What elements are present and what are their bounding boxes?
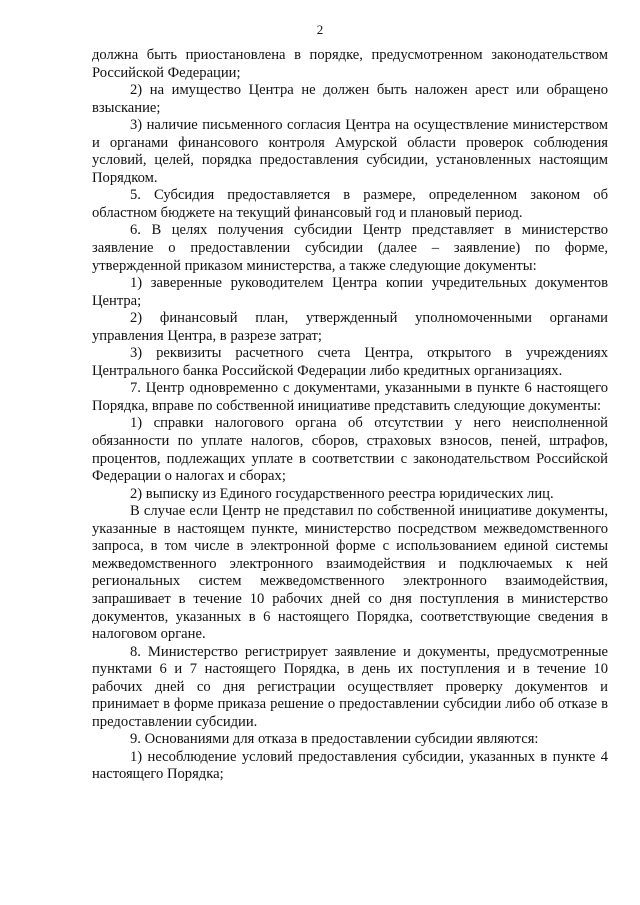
paragraph-continuation: должна быть приостановлена в порядке, предусмотренном законодательством Российской Федерации; bbox=[92, 47, 608, 81]
paragraph-clause-9-item-1: 1) несоблюдение условий предоставления субсидии, указанных в пункте 4 настоящего Порядка; bbox=[92, 748, 608, 783]
page-number: 2 bbox=[316, 22, 324, 37]
paragraph-clause-6: 6. В целях получения субсидии Центр представляет в министерство заявление о предоставлении субсидии (далее – заявление) по форме, утвержденной приказом министерства, а также следующие документы: bbox=[92, 222, 608, 274]
paragraph-clause-7-request: В случае если Центр не представил по собственной инициативе документы, указанные в настоящем пункте, министерство посредством межведомственного запроса, в том числе в электронной форме с использованием единой системы межведомственного электронного взаимодействия и подключаемых к ней региональных систем межведомственного электронного взаимодействия, запрашивает в течение 10 рабочих дней со дня поступления в министерство документов, указанных в 6 настоящего Порядка, соответствующие сведения в налоговом органе. bbox=[92, 503, 608, 643]
paragraph-clause-7-item-1: 1) справки налогового органа об отсутствии у него неисполненной обязанности по уплате налогов, сборов, страховых взносов, пеней, штрафов, процентов, подлежащих уплате в соответствии с законодательством Российской Федерации о налогах и сборах; bbox=[92, 415, 608, 485]
paragraph-clause-5: 5. Субсидия предоставляется в размере, определенном законом об областном бюджете на текущий финансовый год и плановый период. bbox=[92, 187, 608, 221]
paragraph-clause-7: 7. Центр одновременно с документами, указанными в пункте 6 настоящего Порядка, вправе по собственной инициативе представить следующие документы: bbox=[92, 380, 608, 414]
paragraph-clause-6-item-1: 1) заверенные руководителем Центра копии учредительных документов Центра; bbox=[92, 275, 608, 309]
paragraph-clause-6-item-3: 3) реквизиты расчетного счета Центра, открытого в учреждениях Центрального банка Российской Федерации либо кредитных организациях. bbox=[92, 345, 608, 379]
paragraph-clause-7-item-2: 2) выписку из Единого государственного реестра юридических лиц. bbox=[130, 485, 554, 502]
document-body bbox=[92, 47, 608, 784]
paragraph-clause-6-item-2: 2) финансовый план, утвержденный уполномоченными органами управления Центра, в разрезе затрат; bbox=[92, 310, 608, 344]
paragraph-clause-9: 9. Основаниями для отказа в предоставлении субсидии являются: bbox=[130, 731, 539, 748]
paragraph-item-2-arrest: 2) на имущество Центра не должен быть наложен арест или обращено взыскание; bbox=[92, 82, 608, 116]
paragraph-item-3-consent: 3) наличие письменного согласия Центра на осуществление министерством и органами финансового контроля Амурской области проверок соблюдения условий, целей, порядка предоставления субсидии, установленных настоящим Порядком. bbox=[92, 117, 608, 186]
paragraph-clause-8: 8. Министерство регистрирует заявление и документы, предусмотренные пунктами 6 и 7 настоящего Порядка, в день их поступления и в течение 10 рабочих дней со дня регистрации осуществляет проверку документов и принимает в форме приказа решение о предоставлении субсидии либо об отказе в предоставлении субсидии. bbox=[92, 643, 608, 730]
